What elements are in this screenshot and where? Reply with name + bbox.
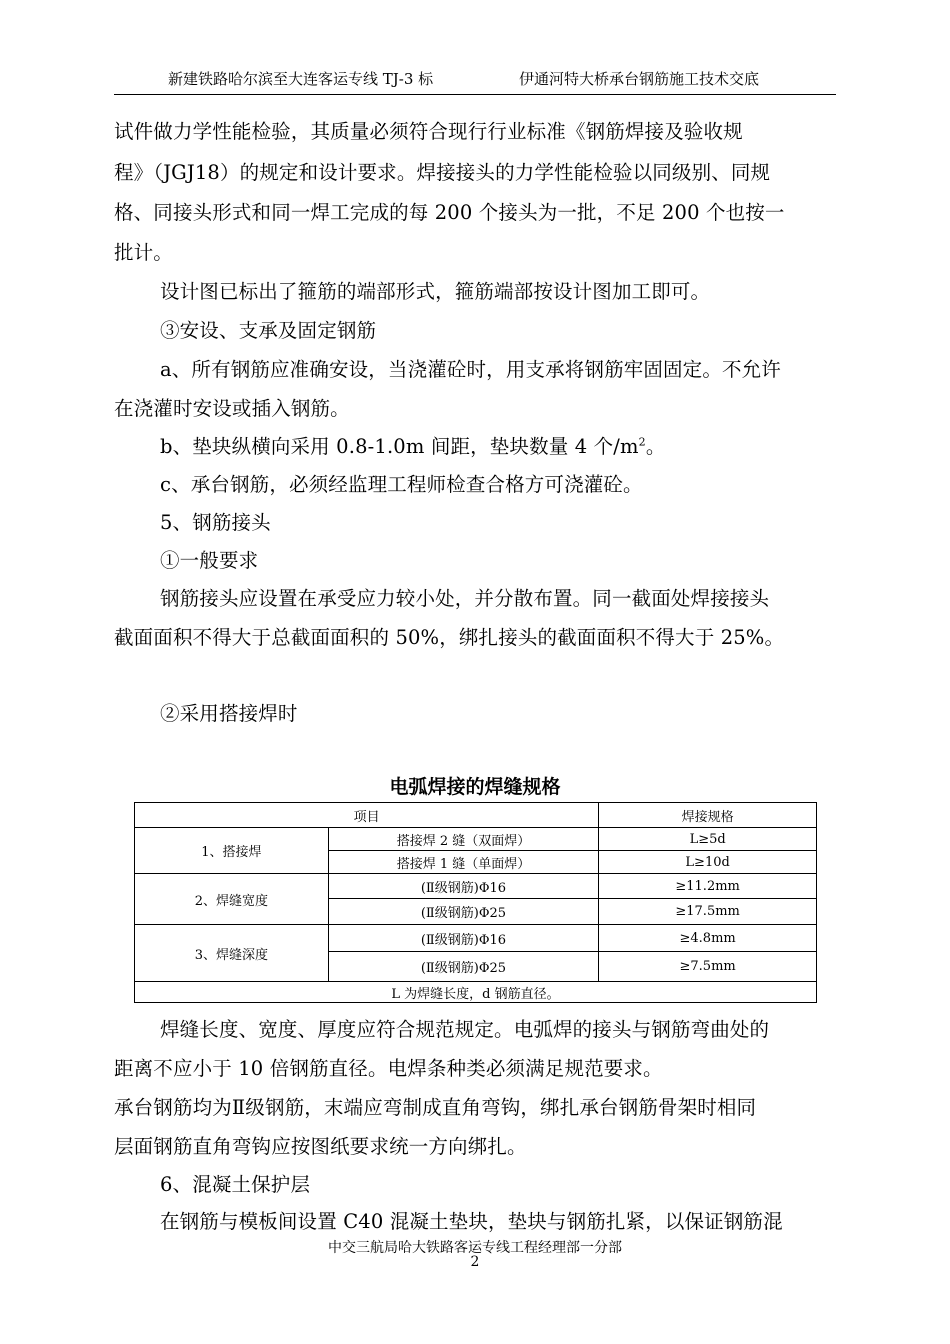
spec-value: L≥5d bbox=[599, 828, 817, 851]
paragraph-line: a、所有钢筋应准确安设，当浇灌砼时，用支承将钢筋牢固固定。不允许 bbox=[160, 358, 781, 381]
paragraph-line bbox=[160, 431, 665, 459]
table-header-row bbox=[135, 803, 817, 828]
sub-item: (Ⅱ级钢筋)Φ25 bbox=[328, 899, 599, 925]
paragraph-line: 焊缝长度、宽度、厚度应符合规范规定。电弧焊的接头与钢筋弯曲处的 bbox=[160, 1018, 770, 1041]
header-project: 新建铁路哈尔滨至大连客运专线 TJ-3 标 bbox=[168, 70, 434, 88]
group-label: 2、焊缝宽度 bbox=[135, 874, 329, 925]
page-number: 2 bbox=[470, 1254, 480, 1270]
paragraph-line: 在浇灌时安设或插入钢筋。 bbox=[114, 397, 350, 420]
b-superscript: 2 bbox=[638, 435, 646, 449]
footer-org: 中交三航局哈大铁路客运专线工程经理部一分部 bbox=[328, 1240, 622, 1256]
paragraph-line: 层面钢筋直角弯钩应按图纸要求统一方向绑扎。 bbox=[114, 1135, 527, 1158]
sub-item: 搭接焊 1 缝（单面焊） bbox=[328, 851, 599, 874]
sub-item: 搭接焊 2 缝（双面焊） bbox=[328, 828, 599, 851]
table-note-row bbox=[135, 982, 817, 1003]
spec-value: ≥11.2mm bbox=[599, 874, 817, 899]
b-text: b、垫块纵横向采用 0.8-1.0m 间距，垫块数量 4 个/m bbox=[160, 435, 639, 458]
paragraph-line: 设计图已标出了箍筋的端部形式，箍筋端部按设计图加工即可。 bbox=[160, 280, 711, 303]
spec-value: ≥17.5mm bbox=[599, 899, 817, 925]
b-end: 。 bbox=[645, 435, 666, 458]
paragraph-line: 承台钢筋均为Ⅱ级钢筋，末端应弯制成直角弯钩，绑扎承台钢筋骨架时相同 bbox=[114, 1096, 757, 1119]
table-row bbox=[135, 874, 817, 899]
header-spec: 焊接规格 bbox=[599, 803, 817, 828]
table-row bbox=[135, 828, 817, 851]
sub-item: (Ⅱ级钢筋)Φ16 bbox=[328, 925, 599, 952]
weld-spec-table bbox=[134, 802, 817, 1003]
sub-item: (Ⅱ级钢筋)Φ25 bbox=[328, 952, 599, 982]
paragraph-line: 距离不应小于 10 倍钢筋直径。电焊条种类必须满足规范要求。 bbox=[114, 1057, 663, 1080]
section-heading: 6、混凝土保护层 bbox=[160, 1173, 311, 1196]
spec-value: L≥10d bbox=[599, 851, 817, 874]
group-label: 1、搭接焊 bbox=[135, 828, 329, 874]
header-title: 伊通河特大桥承台钢筋施工技术交底 bbox=[519, 70, 760, 88]
section-heading: ③安设、支承及固定钢筋 bbox=[160, 319, 377, 342]
spec-value: ≥4.8mm bbox=[599, 925, 817, 952]
section-heading: 5、钢筋接头 bbox=[160, 511, 271, 534]
paragraph-line: 格、同接头形式和同一焊工完成的每 200 个接头为一批，不足 200 个也按一 bbox=[114, 201, 785, 224]
paragraph-line: c、承台钢筋，必须经监理工程师检查合格方可浇灌砼。 bbox=[160, 473, 643, 496]
sub-heading: ①一般要求 bbox=[160, 549, 259, 572]
table-row bbox=[135, 925, 817, 952]
sub-item: (Ⅱ级钢筋)Φ16 bbox=[328, 874, 599, 899]
paragraph-line: 截面面积不得大于总截面面积的 50%，绑扎接头的截面面积不得大于 25%。 bbox=[114, 626, 785, 649]
paragraph-line: 在钢筋与模板间设置 C40 混凝土垫块，垫块与钢筋扎紧，以保证钢筋混 bbox=[160, 1210, 783, 1233]
table-note: L 为焊缝长度，d 钢筋直径。 bbox=[135, 982, 817, 1003]
table-title: 电弧焊接的焊缝规格 bbox=[389, 776, 561, 798]
group-label: 3、焊缝深度 bbox=[135, 925, 329, 982]
sub-heading: ②采用搭接焊时 bbox=[160, 702, 298, 725]
paragraph-line: 钢筋接头应设置在承受应力较小处，并分散布置。同一截面处焊接接头 bbox=[160, 587, 770, 610]
paragraph-line: 程》（JGJ18）的规定和设计要求。焊接接头的力学性能检验以同级别、同规 bbox=[114, 161, 771, 184]
header-item: 项目 bbox=[135, 803, 599, 828]
paragraph-line: 批计。 bbox=[114, 241, 173, 264]
spec-value: ≥7.5mm bbox=[599, 952, 817, 982]
paragraph-line: 试件做力学性能检验，其质量必须符合现行行业标准《钢筋焊接及验收规 bbox=[114, 120, 743, 143]
page-header bbox=[114, 64, 836, 95]
